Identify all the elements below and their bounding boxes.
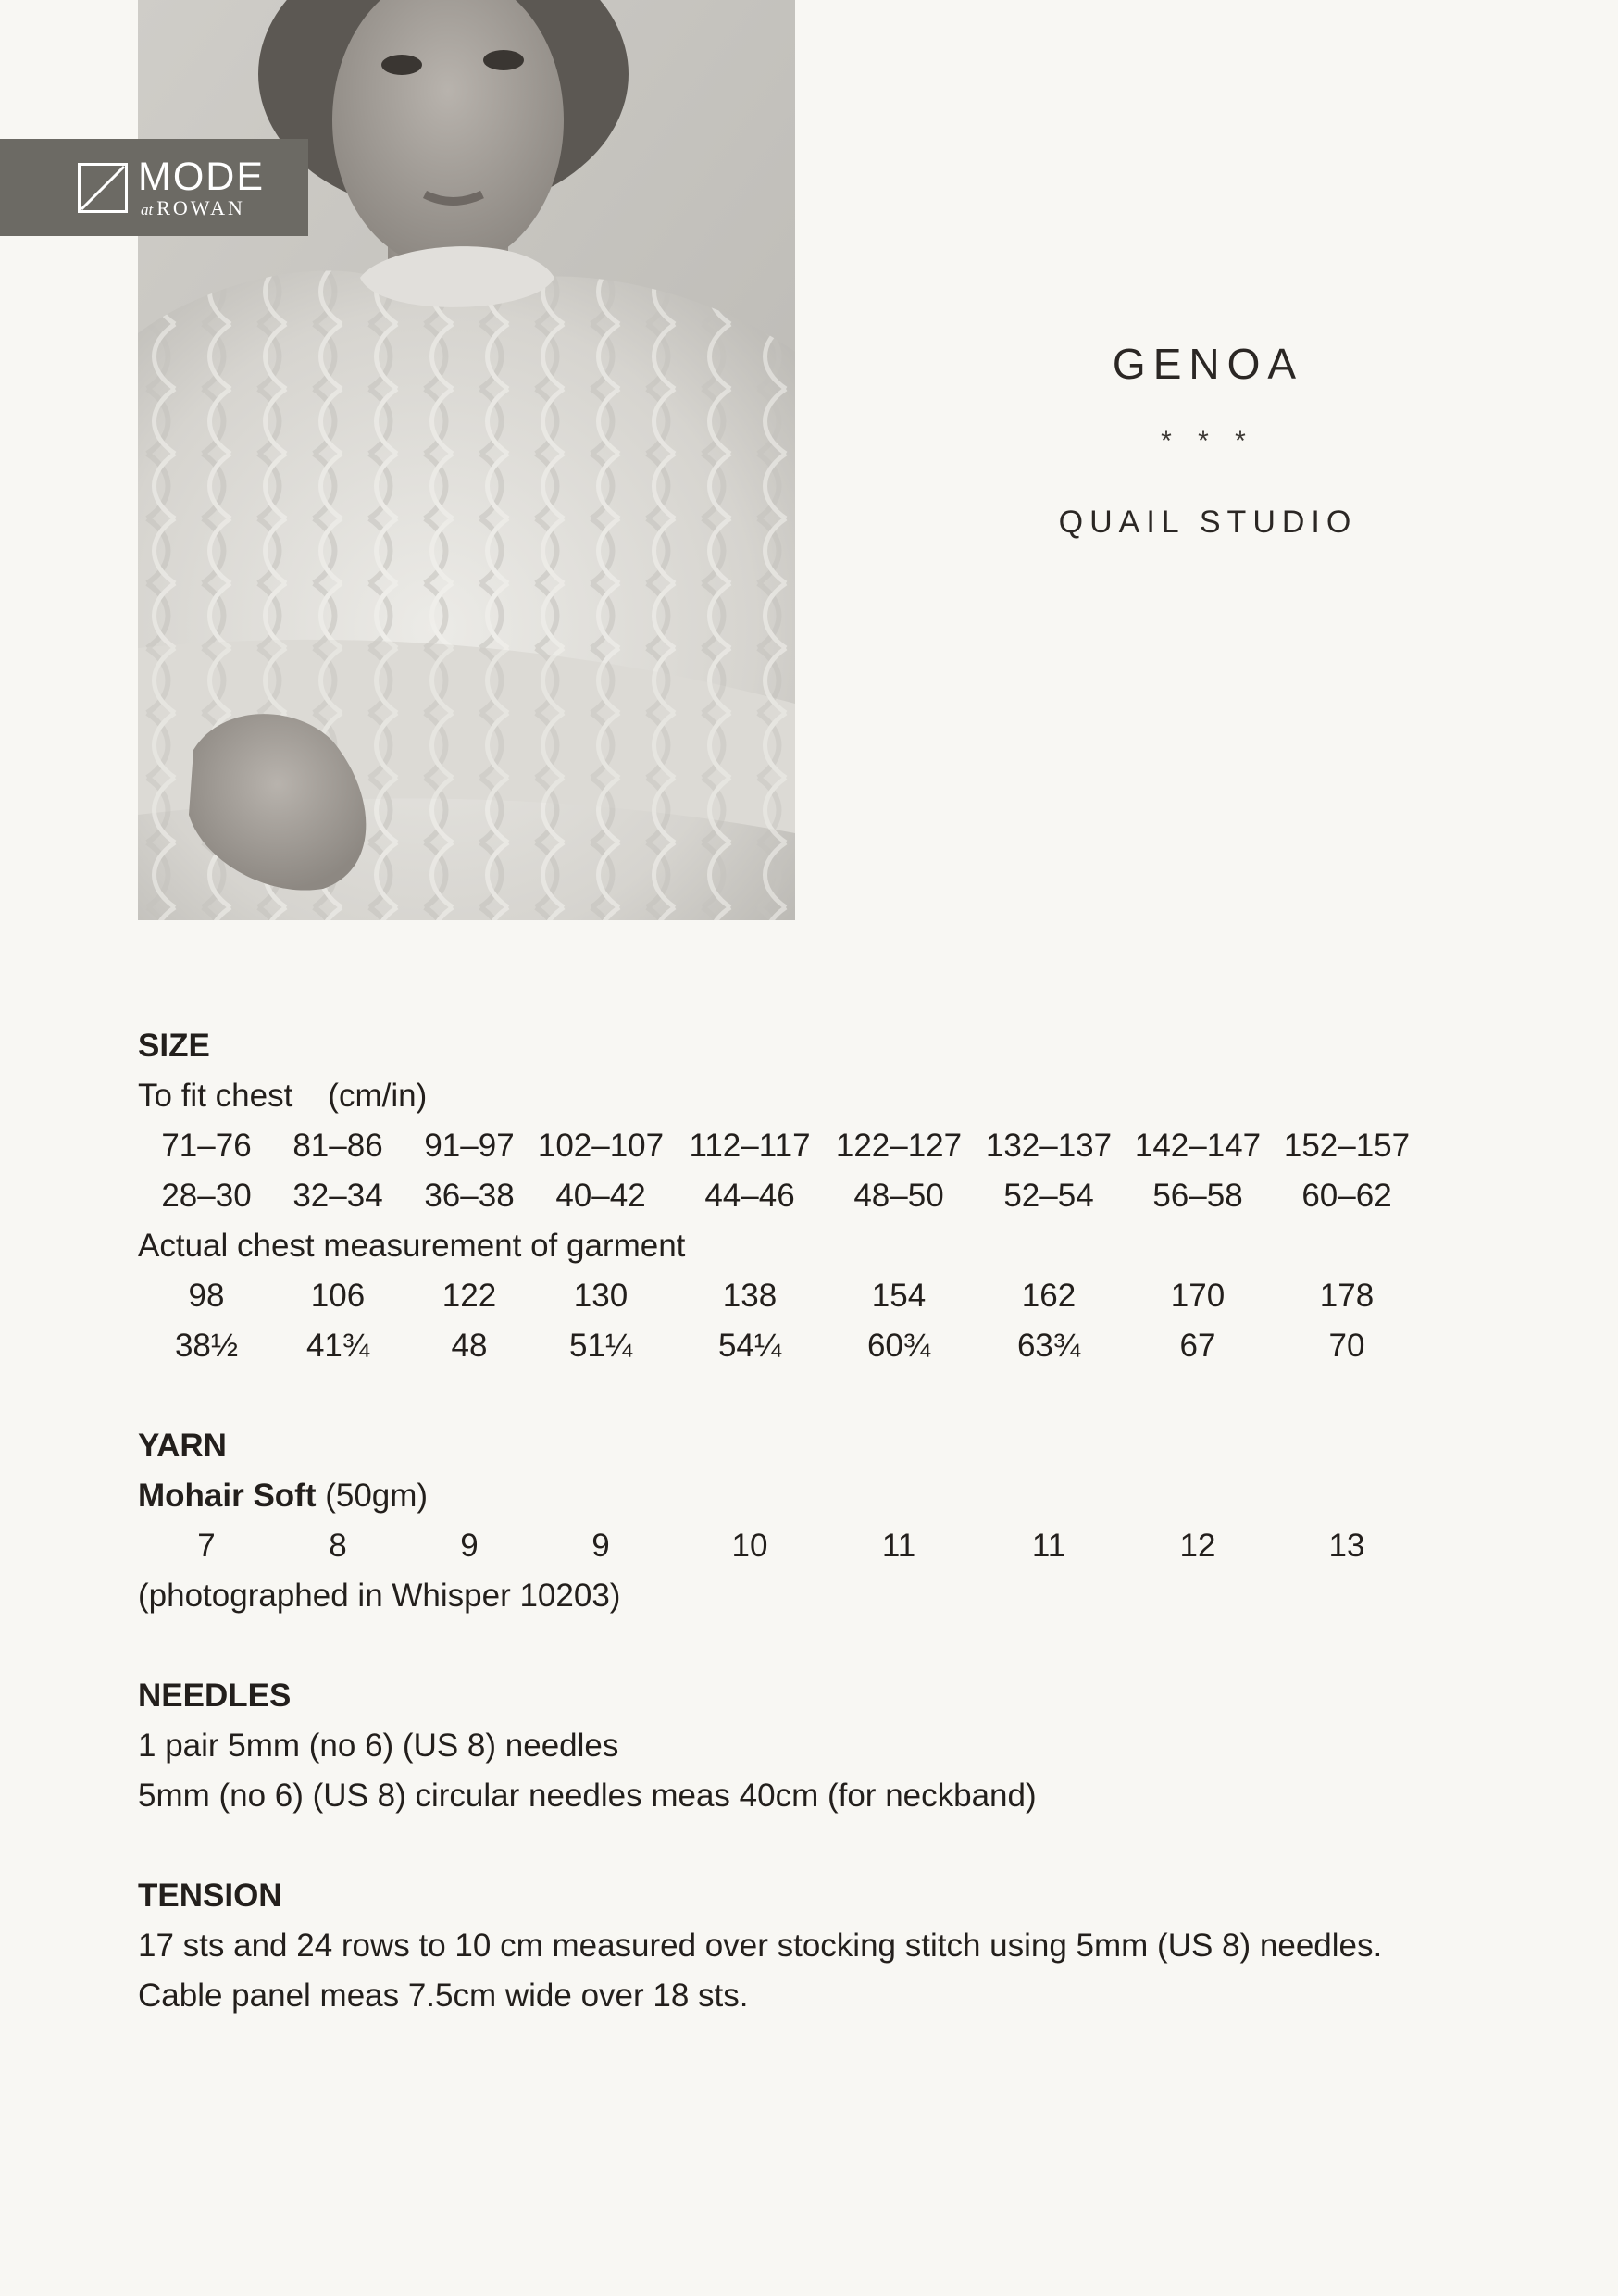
- tension-line-1: 17 sts and 24 rows to 10 cm measured over stocking stitch using 5mm (US 8) needles.: [138, 1928, 1383, 1964]
- brand-logo: [0, 139, 308, 236]
- size-heading: SIZE: [138, 1028, 210, 1064]
- size-cell: 8: [329, 1528, 347, 1564]
- actual-in-row: [0, 1329, 1618, 1366]
- needles-line-1: 1 pair 5mm (no 6) (US 8) needles: [138, 1728, 619, 1764]
- size-cell: 48: [451, 1328, 488, 1364]
- size-cell: 11: [1031, 1528, 1066, 1564]
- fit-cm-row: [0, 1129, 1618, 1167]
- yarn-heading: YARN: [138, 1428, 227, 1464]
- size-cell: 122: [442, 1278, 497, 1314]
- size-cell: 54¼: [717, 1328, 782, 1364]
- size-cell: 52–54: [1003, 1178, 1094, 1214]
- size-cell: 11: [881, 1528, 916, 1564]
- logo-at-text: at: [141, 201, 154, 218]
- size-cell: 154: [871, 1278, 927, 1314]
- fit-in-row: [0, 1179, 1618, 1217]
- size-cell: 13: [1328, 1528, 1365, 1564]
- designer-name: QUAIL STUDIO: [1058, 505, 1358, 540]
- yarn-name: Mohair Soft: [138, 1478, 317, 1514]
- actual-chest-label: Actual chest measurement of garment: [138, 1228, 686, 1264]
- size-cell: 81–86: [292, 1128, 383, 1164]
- logo-brand-text: MODE: [138, 155, 265, 199]
- size-cell: 44–46: [704, 1178, 795, 1214]
- size-cell: 60–62: [1301, 1178, 1392, 1214]
- logo-maker-text: [141, 198, 245, 218]
- yarn-weight: (50gm): [325, 1478, 429, 1514]
- size-cell: 178: [1319, 1278, 1375, 1314]
- size-cell: 10: [731, 1528, 768, 1564]
- size-cell: 60¾: [866, 1328, 931, 1364]
- size-cell: 48–50: [853, 1178, 944, 1214]
- size-cell: 32–34: [292, 1178, 383, 1214]
- size-cell: 9: [591, 1528, 610, 1564]
- logo-maker-name: ROWAN: [156, 196, 245, 219]
- logo-mark-icon: [78, 163, 128, 213]
- yarn-note: (photographed in Whisper 10203): [138, 1578, 621, 1614]
- size-cell: 162: [1021, 1278, 1077, 1314]
- size-cell: 170: [1170, 1278, 1226, 1314]
- yarn-line: [138, 1479, 428, 1512]
- size-cell: 7: [197, 1528, 216, 1564]
- size-cell: 132–137: [985, 1128, 1113, 1164]
- size-cell: 63¾: [1016, 1328, 1081, 1364]
- size-cell: 122–127: [835, 1128, 963, 1164]
- size-cell: 36–38: [424, 1178, 515, 1214]
- size-cell: 40–42: [555, 1178, 646, 1214]
- size-cell: 142–147: [1134, 1128, 1262, 1164]
- needles-line-2: 5mm (no 6) (US 8) circular needles meas 40cm (for neckband): [138, 1778, 1037, 1814]
- size-cell: 152–157: [1283, 1128, 1411, 1164]
- size-cell: 12: [1179, 1528, 1216, 1564]
- size-cell: 70: [1328, 1328, 1365, 1364]
- title-divider: * * *: [1161, 426, 1255, 456]
- size-cell: 9: [460, 1528, 479, 1564]
- size-cell: 71–76: [161, 1128, 252, 1164]
- size-cell: 91–97: [424, 1128, 515, 1164]
- pattern-title: GENOA: [1112, 340, 1304, 388]
- size-cell: 138: [722, 1278, 778, 1314]
- yarn-balls-row: [0, 1529, 1618, 1566]
- tension-heading: TENSION: [138, 1878, 282, 1914]
- actual-cm-row: [0, 1279, 1618, 1316]
- tension-line-2: Cable panel meas 7.5cm wide over 18 sts.: [138, 1978, 749, 2014]
- size-cell: 98: [188, 1278, 225, 1314]
- size-cell: 67: [1179, 1328, 1216, 1364]
- size-cell: 102–107: [537, 1128, 665, 1164]
- size-cell: 41¾: [305, 1328, 370, 1364]
- size-cell: 51¼: [568, 1328, 633, 1364]
- size-cell: 38½: [174, 1328, 239, 1364]
- needles-heading: NEEDLES: [138, 1678, 292, 1714]
- size-cell: 130: [573, 1278, 629, 1314]
- fit-chest-unit: (cm/in): [328, 1078, 428, 1114]
- fit-chest-text: To fit chest: [138, 1078, 293, 1114]
- size-cell: 106: [310, 1278, 366, 1314]
- size-cell: 56–58: [1152, 1178, 1243, 1214]
- fit-chest-label: [138, 1079, 427, 1112]
- size-cell: 112–117: [689, 1128, 811, 1164]
- size-cell: 28–30: [161, 1178, 252, 1214]
